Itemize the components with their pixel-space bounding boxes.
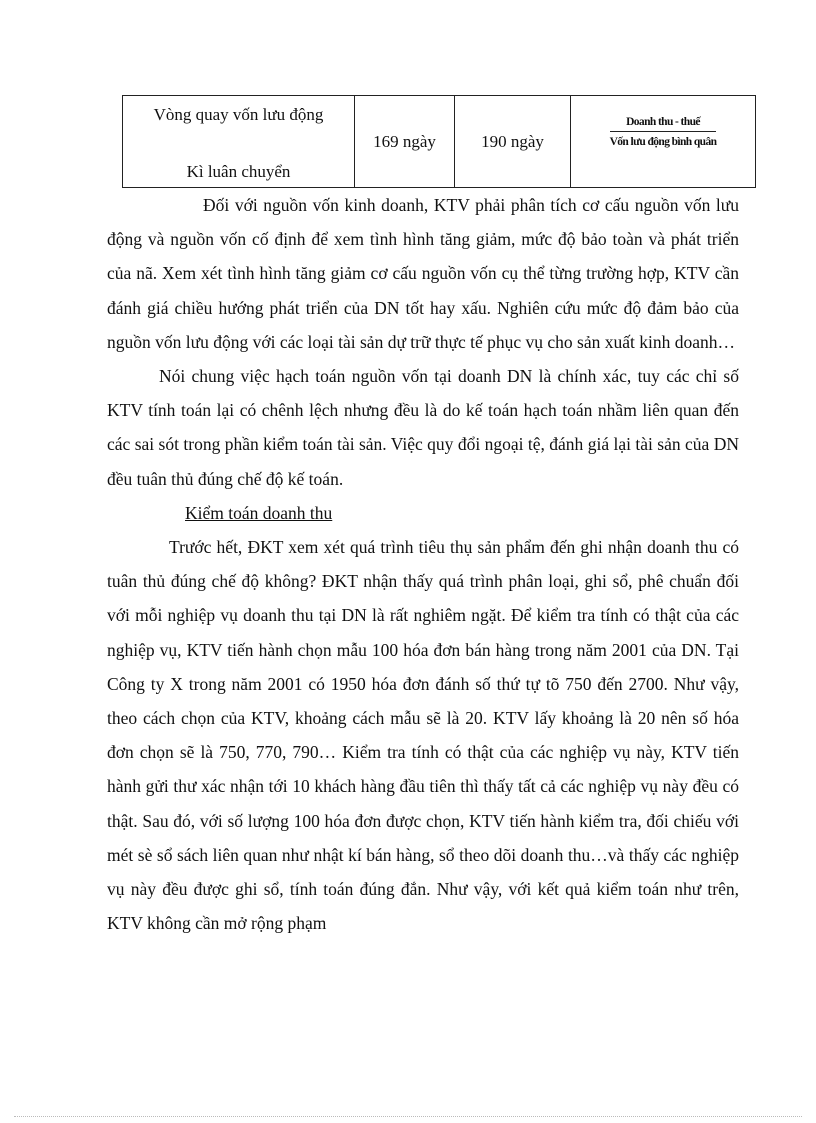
row-label-line2: Kì luân chuyển	[186, 161, 291, 181]
page-bottom-divider	[14, 1116, 802, 1117]
table-row	[123, 96, 756, 188]
paragraph-capital-analysis: Đối với nguồn vốn kinh doanh, KTV phải phân tích cơ cấu nguồn vốn lưu động và nguồn vốn cố định để xem tình hình tăng giảm, mức độ bảo toàn và phát triển của nã. Xem xét tình hình tăng giảm cơ cấu nguồn vốn cụ thể từng trường hợp, KTV cần đánh giá chiều hướng phát triển của DN tốt hay xấu. Nghiên cứu mức độ đảm bảo của nguồn vốn lưu động với các loại tài sản dự trữ thực tế phục vụ cho sản xuất kinh doanh…	[107, 195, 739, 352]
formula-denominator: Vốn lưu động bình quân	[609, 135, 717, 148]
formula-cell	[571, 96, 756, 188]
ratio-table	[122, 95, 756, 188]
formula-fraction	[610, 116, 717, 148]
row-label-cell	[123, 96, 355, 188]
formula-numerator: Doanh thu - thuế	[610, 116, 717, 132]
row-label-line1: Vòng quay vốn lưu động	[153, 104, 324, 124]
paragraph-capital-conclusion: Nói chung việc hạch toán nguồn vốn tại doanh DN là chính xác, tuy các chỉ số KTV tính toán lại có chênh lệch nhưng đều là do kế toán hạch toán nhầm liên quan đến các sai sót trong phần kiểm toán tài sản. Việc quy đổi ngoại tệ, đánh giá lại tài sản của DN đều tuân thủ đúng chế độ kế toán.	[107, 366, 739, 489]
body-text	[107, 188, 739, 940]
paragraph-revenue-audit: Trước hết, ĐKT xem xét quá trình tiêu thụ sản phẩm đến ghi nhận doanh thu có tuân thủ đúng chế độ không? ĐKT nhận thấy quá trình phân loại, ghi sổ, phê chuẩn đối với mỗi nghiệp vụ doanh thu tại DN là rất nghiêm ngặt. Để kiểm tra tính có thật của các nghiệp vụ, KTV tiến hành chọn mẫu 100 hóa đơn bán hàng trong năm 2001 của DN. Tại Công ty X trong năm 2001 có 1950 hóa đơn đánh số thứ tự tõ 750 đến 2700. Như vậy, theo cách chọn của KTV, khoảng cách mẫu sẽ là 20. KTV lấy khoảng là 20 nên số hóa đơn chọn sẽ là 750, 770, 790… Kiểm tra tính có thật của các nghiệp vụ này, KTV tiến hành gửi thư xác nhận tới 10 khách hàng đầu tiên thì thấy tất cả các nghiệp vụ này đều có thật. Sau đó, với số lượng 100 hóa đơn được chọn, KTV tiến hành kiểm tra, đối chiếu với mét sè sổ sách liên quan như nhật kí bán hàng, sổ theo dõi doanh thu…và thấy các nghiệp vụ này đều được ghi sổ, tính toán đúng đắn. Như vậy, với kết quả kiểm toán như trên, KTV không cần mở rộng phạm	[107, 537, 739, 934]
value-cell-2: 190 ngày	[455, 96, 571, 188]
value-cell-1: 169 ngày	[355, 96, 455, 188]
section-heading: Kiểm toán doanh thu	[185, 502, 333, 523]
